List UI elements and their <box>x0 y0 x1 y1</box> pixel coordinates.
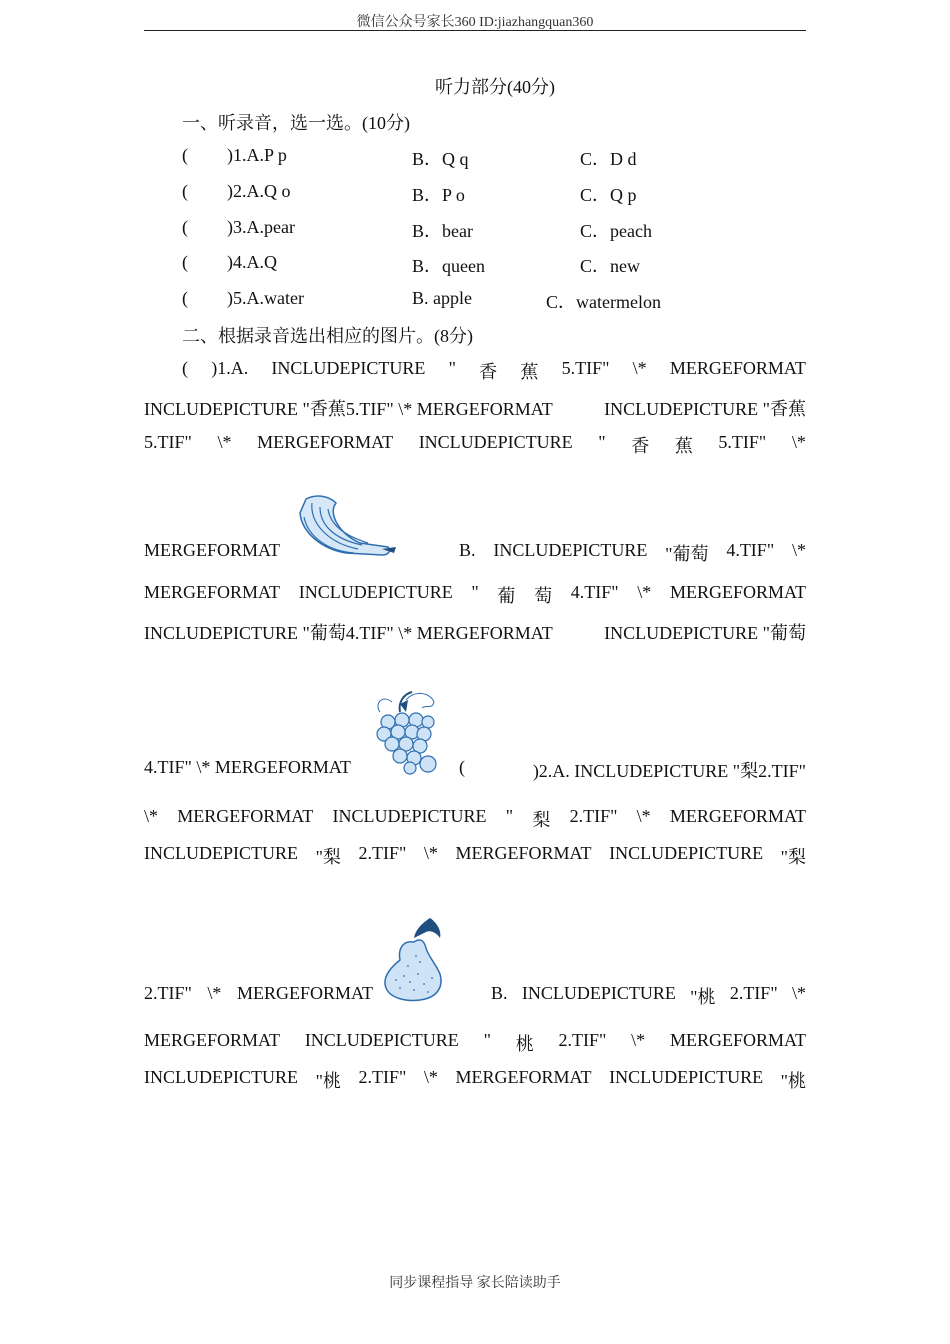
text-token: "梨 <box>315 847 341 867</box>
text-token: " <box>598 432 606 452</box>
text-token: MERGEFORMAT <box>455 843 592 863</box>
text-token: B. <box>491 983 508 1003</box>
text-token: INCLUDEPICTURE <box>304 1030 459 1050</box>
text-token: "梨 <box>780 847 806 867</box>
text-token: " <box>448 358 456 378</box>
pear-picture <box>380 916 446 1002</box>
question-stem: )2.A.Q o <box>227 181 291 201</box>
option-c: C．watermelon <box>546 292 661 312</box>
banana-picture <box>298 493 398 559</box>
page-footer: 同步课程指导 家长陪读助手 <box>389 1276 561 1291</box>
text-token: MERGEFORMAT <box>455 1067 592 1087</box>
text-token: MERGEFORMAT <box>144 582 281 602</box>
field-code-line <box>144 619 806 645</box>
answer-paren: ( <box>182 145 188 165</box>
text-token: "桃 <box>780 1071 806 1091</box>
text-token: \* <box>791 432 806 452</box>
text-token: MERGEFORMAT <box>144 1030 281 1050</box>
field-code-line <box>144 1030 806 1056</box>
question-row <box>0 217 950 241</box>
text-token: INCLUDEPICTURE <box>521 983 676 1003</box>
field-code-line <box>144 983 373 1004</box>
text-token: \* <box>423 1067 438 1087</box>
text-token: 桃 <box>515 1034 534 1054</box>
page-title: 听力部分(40分) <box>435 77 555 97</box>
text-token: 5.TIF" <box>718 432 767 452</box>
field-code-line <box>182 358 806 384</box>
text-token: INCLUDEPICTURE <box>609 1067 764 1087</box>
text-token: 萄 <box>534 586 553 606</box>
field-code-line <box>144 843 806 869</box>
text-token: \* <box>637 582 652 602</box>
answer-paren: ( <box>459 757 465 777</box>
answer-paren: ( <box>182 252 188 272</box>
text-token: MERGEFORMAT <box>669 1030 806 1050</box>
option-c: C．D d <box>580 149 637 169</box>
option-c: C．new <box>580 256 640 276</box>
text-token: 4.TIF" \* MERGEFORMAT <box>144 757 351 777</box>
text-token: INCLUDEPICTURE "香蕉 <box>604 399 806 419</box>
text-token: 蕉 <box>674 436 693 456</box>
text-token: INCLUDEPICTURE <box>271 358 426 378</box>
text-token: INCLUDEPICTURE <box>332 806 487 826</box>
text-token: " <box>483 1030 491 1050</box>
field-code-line <box>144 432 806 458</box>
field-code-line <box>144 1067 806 1093</box>
grape-picture <box>370 690 442 776</box>
text-token: \* <box>636 806 651 826</box>
text-token: 2.TIF" <box>569 806 618 826</box>
page-header: 微信公众号家长360 ID:jiazhangquan360 <box>356 15 594 30</box>
text-token: 4.TIF" <box>726 540 775 560</box>
answer-paren: ( <box>182 217 188 237</box>
text-token: MERGEFORMAT <box>236 983 373 1003</box>
text-token: MERGEFORMAT <box>669 806 806 826</box>
option-c: C．peach <box>580 221 652 241</box>
text-token: " <box>471 582 479 602</box>
option-b: B. apple <box>412 288 472 308</box>
text-token: \* <box>631 1030 646 1050</box>
text-token: INCLUDEPICTURE <box>418 432 573 452</box>
text-token: 5.TIF" <box>561 358 610 378</box>
text-token: INCLUDEPICTURE <box>298 582 453 602</box>
text-token: B. <box>459 540 476 560</box>
text-token: )2.A. INCLUDEPICTURE "梨2.TIF" <box>532 761 806 781</box>
question-stem: )3.A.pear <box>227 217 295 237</box>
text-token: "桃 <box>690 987 716 1007</box>
text-token: 4.TIF" <box>570 582 619 602</box>
text-token: "葡萄 <box>665 544 709 564</box>
text-token: \* <box>791 540 806 560</box>
text-token: MERGEFORMAT <box>177 806 314 826</box>
text-token: 2.TIF" <box>558 1030 607 1050</box>
text-token: 香 <box>479 362 498 382</box>
text-token: INCLUDEPICTURE "葡萄 <box>604 623 806 643</box>
question-row <box>0 252 950 276</box>
text-token: INCLUDEPICTURE <box>144 843 298 863</box>
text-token: 2.TIF" <box>144 983 192 1003</box>
option-b: B．bear <box>412 221 473 241</box>
option-b: B．queen <box>412 256 485 276</box>
text-token: MERGEFORMAT <box>669 582 806 602</box>
field-code-line <box>144 582 806 608</box>
text-token: \* <box>423 843 438 863</box>
text-token: \* <box>217 432 232 452</box>
text-token: 蕉 <box>520 362 539 382</box>
text-token: \* <box>144 806 159 826</box>
answer-paren: ( <box>182 358 188 378</box>
text-token: 葡 <box>497 586 516 606</box>
text-token: 香 <box>631 436 650 456</box>
section-1-heading: 一、听录音，选一选。(10分) <box>182 113 410 133</box>
text-token: \* <box>791 983 806 1003</box>
answer-paren: ( <box>182 181 188 201</box>
text-token: 2.TIF" <box>358 1067 407 1087</box>
header-divider <box>144 30 806 31</box>
text-token: MERGEFORMAT <box>669 358 806 378</box>
field-code-line <box>491 983 806 1009</box>
text-token: INCLUDEPICTURE "香蕉5.TIF" \* MERGEFORMAT <box>144 399 553 419</box>
text-token: 梨 <box>532 810 551 830</box>
option-b: B．P o <box>412 185 465 205</box>
question-stem: )4.A.Q <box>227 252 277 272</box>
text-token: MERGEFORMAT <box>257 432 394 452</box>
text-token: INCLUDEPICTURE "葡萄4.TIF" \* MERGEFORMAT <box>144 623 553 643</box>
text-token: INCLUDEPICTURE <box>493 540 648 560</box>
section-2-heading: 二、根据录音选出相应的图片。(8分) <box>182 326 473 346</box>
answer-paren: ( <box>182 288 188 308</box>
text-token: INCLUDEPICTURE <box>609 843 764 863</box>
text-token: MERGEFORMAT <box>144 540 281 560</box>
question-row <box>0 288 950 312</box>
question-stem: )1.A.P p <box>227 145 287 165</box>
text-token: " <box>505 806 514 826</box>
text-token: )1.A. <box>211 358 249 378</box>
text-token: \* <box>207 983 222 1003</box>
question-row <box>0 145 950 169</box>
text-token: \* <box>632 358 647 378</box>
text-token: 2.TIF" <box>358 843 407 863</box>
option-b: B．Q q <box>412 149 469 169</box>
field-code-line <box>459 540 806 566</box>
text-token: 2.TIF" <box>729 983 778 1003</box>
option-c: C．Q p <box>580 185 637 205</box>
field-code-line <box>144 806 806 832</box>
text-token: 5.TIF" <box>144 432 192 452</box>
text-token: INCLUDEPICTURE <box>144 1067 298 1087</box>
field-code-line <box>144 395 806 421</box>
question-stem: )5.A.water <box>227 288 304 308</box>
text-token: "桃 <box>315 1071 341 1091</box>
question-row <box>0 181 950 205</box>
